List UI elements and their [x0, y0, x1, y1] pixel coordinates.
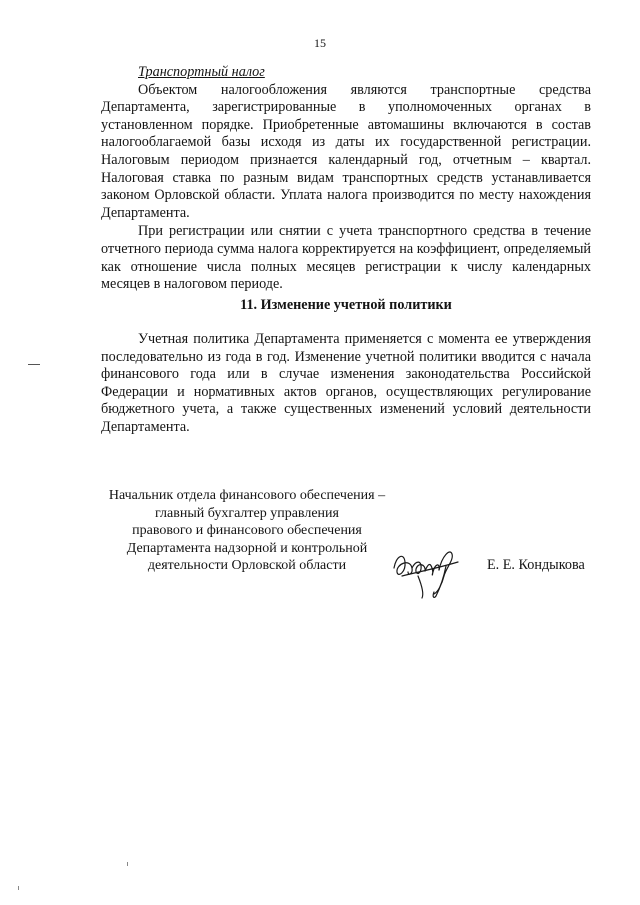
handwritten-signature: [388, 542, 468, 602]
transport-tax-subheading: Транспортный налог: [138, 64, 265, 80]
transport-tax-section: [101, 64, 591, 294]
signatory-title-line: главный бухгалтер управления: [155, 505, 339, 521]
margin-mark: [127, 862, 128, 866]
signatory-title-line: Начальник отдела финансового обеспечения –: [108, 488, 386, 503]
signatory-title-line: правового и финансового обеспечения: [132, 523, 362, 539]
signatory-title-line: деятельности Орловской области: [147, 558, 347, 574]
signer-name: Е. Е. Кондыкова: [487, 557, 585, 573]
transport-tax-paragraph-2: При регистрации или снятии с учета транспортного средства в течение отчетного периода сумма налога корректируется на коэффициент, определяемый как отношение числа полных месяцев регистрации к числу календарных месяцев в налоговом периоде.: [101, 223, 591, 293]
accounting-policy-section: [101, 331, 591, 437]
page-number: 15: [314, 36, 326, 50]
signatory-title-line: Департамента надзорной и контрольной: [126, 540, 368, 556]
accounting-policy-paragraph: Учетная политика Департамента применяется с момента ее утверждения последовательно из года в год. Изменение учетной политики вводится с начала финансового года или в случае изменения законодательства Российской Федерации и нормативных актов органов, осуществляющих регулирование бюджетного учета, а также существенных изменений условий деятельности Департамента.: [101, 331, 591, 435]
section-11-heading: 11. Изменение учетной политики: [240, 297, 452, 313]
margin-mark: [18, 886, 19, 890]
margin-mark: [28, 364, 40, 365]
transport-tax-paragraph-1: Объектом налогообложения являются транспортные средства Департамента, зарегистрированные в уполномоченных органах в установленном порядке. Приобретенные автомашины включаются в состав налогооблагаемой базы исходя из даты их государственной регистрации. Налоговым периодом признается календарный год, отчетным – квартал. Налоговая ставка по разным видам транспортных средств устанавливается законом Орловской области. Уплата налога производится по месту нахождения Департамента.: [101, 81, 591, 221]
signatory-title-block: [82, 487, 412, 575]
